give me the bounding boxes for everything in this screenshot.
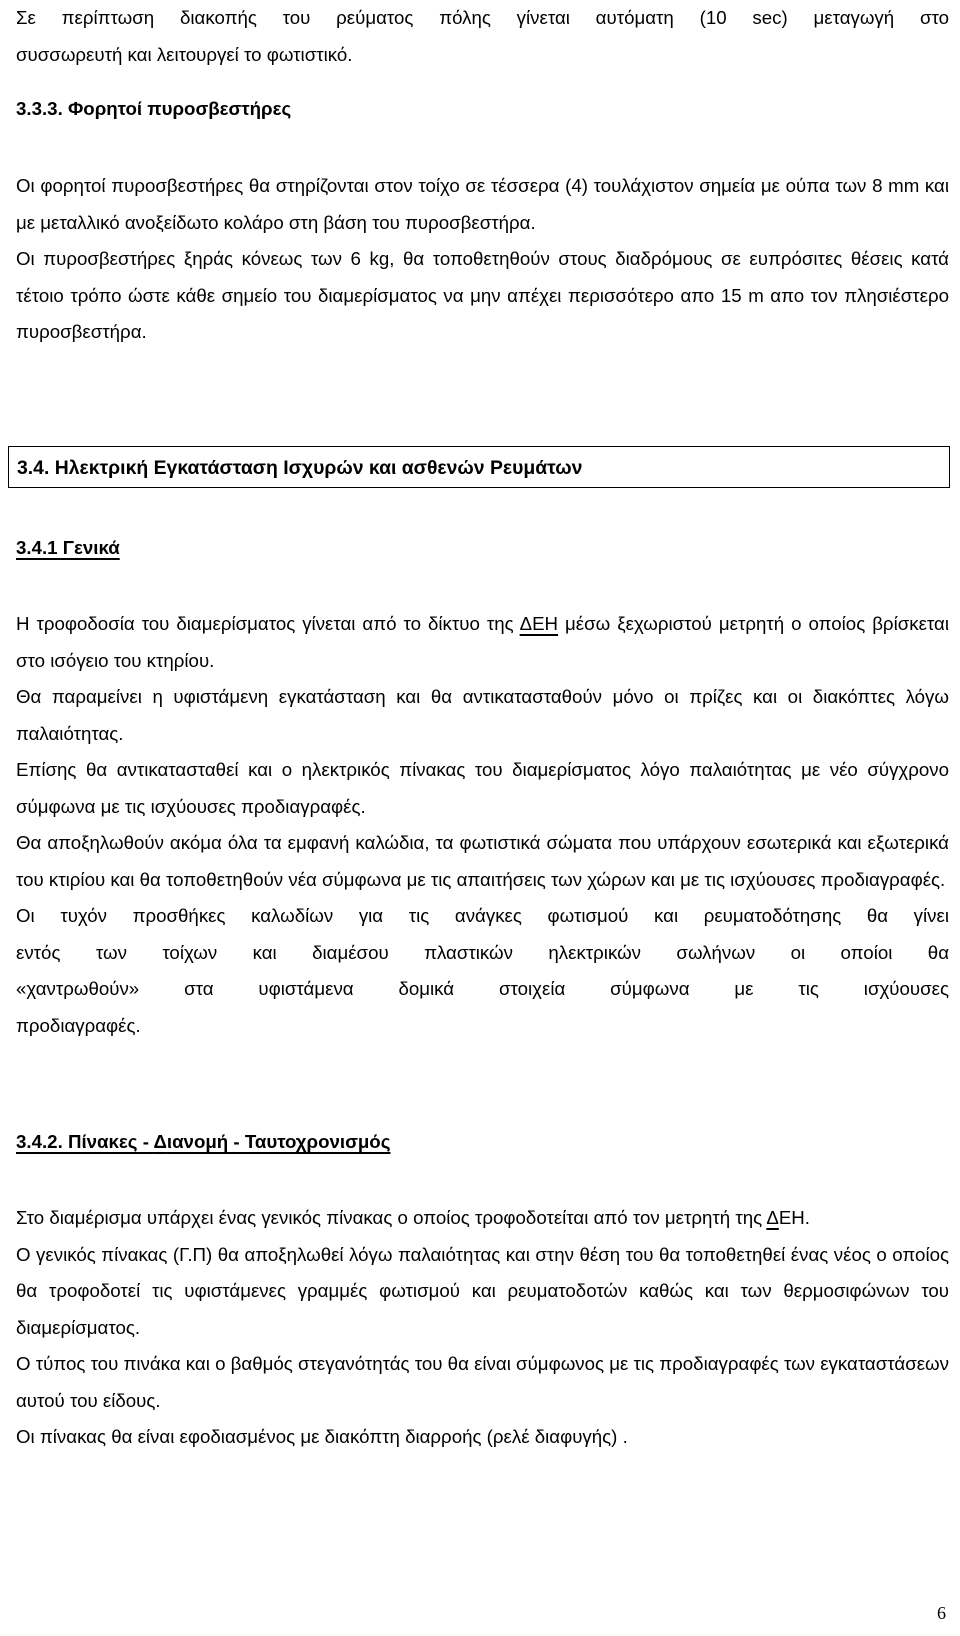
section-34-heading-box bbox=[8, 446, 950, 488]
section-341-paragraph-3: Επίσης θα αντικατασταθεί και ο ηλεκτρικός πίνακας του διαμερίσματος λόγο παλαιότητας με νέο σύγχρονο σύμφωνα με τις ισχύουσες προδιαγραφές. bbox=[16, 759, 949, 817]
section-342-paragraph-4: Οι πίνακας θα είναι εφοδιασμένος με διακόπτη διαρροής (ρελέ διαφυγής) . bbox=[16, 1426, 628, 1447]
intro-line-2: συσσωρευτή και λειτουργεί το φωτιστικό. bbox=[16, 43, 353, 65]
section-341-paragraph-5-line-2: εντός των τοίχων και διαμέσου πλαστικών ηλεκτρικών σωλήνων οι οποίοι θα bbox=[16, 941, 949, 963]
section-342-paragraph-1-suffix: ΕΗ. bbox=[778, 1207, 810, 1228]
section-333-paragraph-1: Οι φορητοί πυροσβεστήρες θα στηρίζονται στον τοίχο σε τέσσερα (4) τουλάχιστον σημεία με ούπα των 8 mm και με μεταλλικό ανοξείδωτο κολάρο στη βάση του πυροσβεστήρα. bbox=[16, 175, 949, 233]
section-341-paragraph-1 bbox=[16, 606, 949, 679]
section-342-heading-underlined: Δ bbox=[153, 1131, 167, 1152]
section-341-heading-block bbox=[16, 530, 949, 567]
intro-line-1: Σε περίπτωση διακοπής του ρεύματος πόλης γίνεται αυτόματη (10 sec) μεταγωγή στο bbox=[16, 7, 949, 28]
section-342-heading bbox=[16, 1124, 949, 1161]
section-333-heading-block bbox=[16, 91, 949, 128]
section-341-body bbox=[16, 606, 949, 1044]
section-333-body bbox=[16, 168, 949, 351]
deh-abbreviation: ΔΕΗ bbox=[519, 613, 559, 634]
page-number: 6 bbox=[937, 1603, 946, 1623]
section-341-paragraph-4: Θα αποξηλωθούν ακόμα όλα τα εμφανή καλώδια, τα φωτιστικά σώματα που υπάρχουν εσωτερικά και εξωτερικά του κτιρίου και θα τοποθετηθούν νέα σύμφωνα με τις απαιτήσεις των χώρων και με τις ισχύουσες προδιαγραφές. bbox=[16, 832, 949, 890]
section-342-paragraph-1-prefix: Στο διαμέρισμα υπάρχει ένας γενικός πίνακας ο οποίος τροφοδοτείται από τον μετρητή της bbox=[16, 1207, 767, 1228]
section-342-heading-suffix: ιανομή - Ταυτοχρονισμός bbox=[166, 1131, 391, 1152]
section-34-heading: 3.4. Ηλεκτρική Εγκατάσταση Ισχυρών και ασθενών Ρευμάτων bbox=[17, 457, 583, 479]
section-333-paragraph-2: Οι πυροσβεστήρες ξηράς κόνεως των 6 kg, θα τοποθετηθούν στους διαδρόμους σε ευπρόσιτες θέσεις κατά τέτοιο τρόπο ώστε κάθε σημείο του διαμερίσματος να μην απέχει περισσότερο απο 15 m απο τον πλησιέστερο πυροσβεστήρα. bbox=[16, 248, 949, 342]
section-341-paragraph-2: Θα παραμείνει η υφιστάμενη εγκατάσταση και θα αντικατασταθούν μόνο οι πρίζες και οι διακόπτες λόγω παλαιότητας. bbox=[16, 686, 949, 744]
section-342-paragraph-1-underlined: Δ bbox=[766, 1207, 779, 1228]
section-342-paragraph-2: Ο γενικός πίνακας (Γ.Π) θα αποξηλωθεί λόγω παλαιότητας και στην θέση του θα τοποθετηθεί ένας νέος ο οποίος θα τροφοδοτεί τις υφιστάμενες γραμμές φωτισμού και ρευματοδοτών καθώς και των θερμοσιφώνων του διαμερίσματος. bbox=[16, 1243, 949, 1338]
section-341-paragraph-1-suffix: μέσω ξεχωριστού μετρητή ο οποίος βρίσκεται στο ισόγειο του κτηρίου. bbox=[16, 613, 950, 671]
section-341-heading: 3.4.1 Γενικά bbox=[16, 537, 120, 558]
section-341-paragraph-5-line-4: προδιαγραφές. bbox=[16, 1014, 141, 1036]
section-333-heading: 3.3.3. Φορητοί πυροσβεστήρες bbox=[16, 98, 292, 119]
section-342-paragraph-3: Ο τύπος του πινάκα και ο βαθμός στεγανότητάς του θα είναι σύμφωνος με τις προδιαγραφές των εγκαταστάσεων αυτού του είδους. bbox=[16, 1353, 949, 1411]
section-341-paragraph-5 bbox=[16, 898, 949, 1044]
section-342-heading-prefix: 3.4.2. Πίνακες - bbox=[16, 1131, 154, 1152]
section-342-paragraph-1 bbox=[16, 1200, 949, 1237]
intro-block bbox=[16, 0, 949, 73]
section-341-paragraph-5-line-3: «χαντρωθούν» στα υφιστάμενα δομικά στοιχεία σύμφωνα με τις ισχύουσες bbox=[16, 978, 949, 999]
section-341-paragraph-5-line-1: Οι τυχόν προσθήκες καλωδίων για τις ανάγκες φωτισμού και ρευματοδότησης θα γίνει bbox=[16, 905, 949, 926]
section-341-paragraph-1-prefix: Η τροφοδοσία του διαμερίσματος γίνεται από το δίκτυο της bbox=[16, 613, 520, 634]
section-342-heading-block bbox=[16, 1124, 949, 1161]
section-342-body bbox=[16, 1200, 949, 1456]
